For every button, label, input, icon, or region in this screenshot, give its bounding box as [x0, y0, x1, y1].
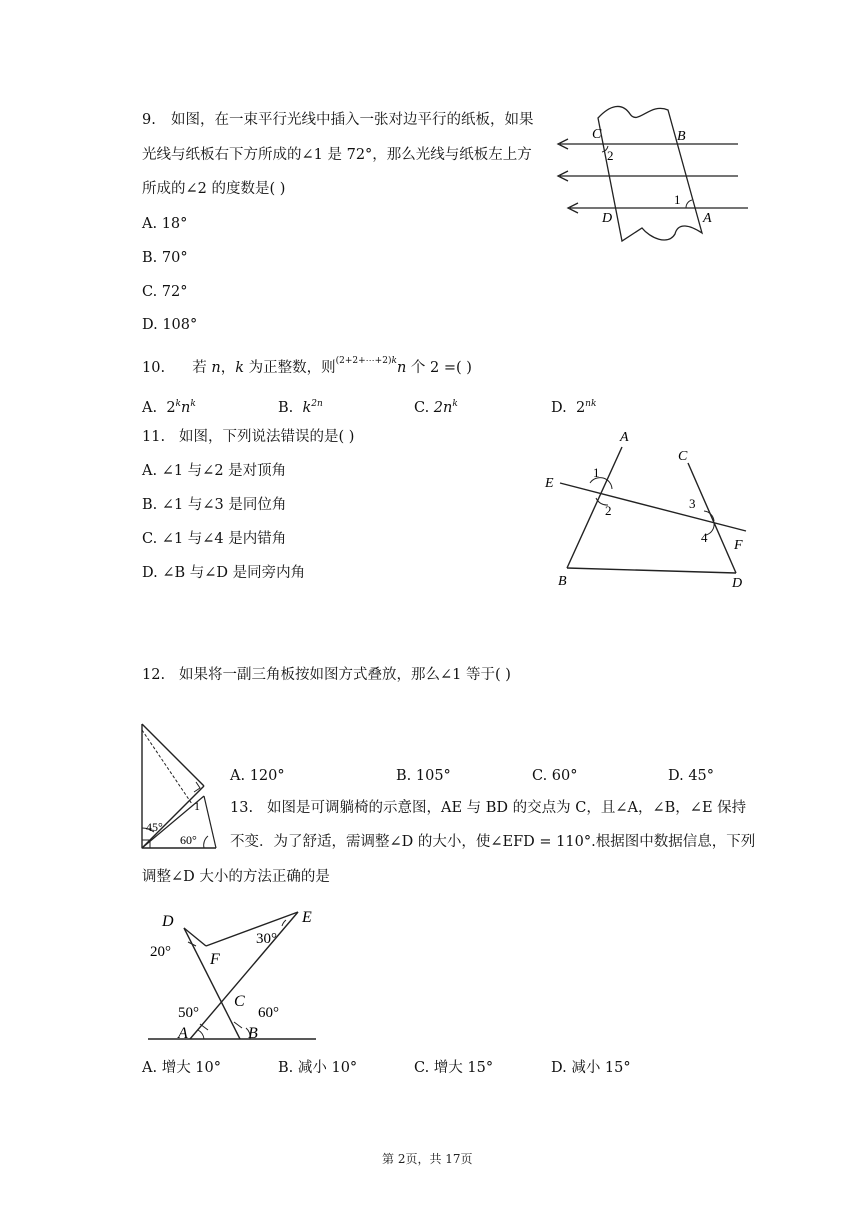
- q12-option-b: B. 105°: [396, 768, 451, 784]
- q9-option-b: B. 70°: [142, 250, 188, 266]
- q13-option-a: A. 增大 10°: [142, 1060, 221, 1076]
- q13-label-d: D: [162, 913, 174, 930]
- q12-angle-45: 45°: [146, 820, 163, 834]
- q9-option-d: D. 108°: [142, 317, 198, 333]
- q12-option-a: A. 120°: [230, 768, 285, 784]
- q13-angle-60: 60°: [258, 1005, 279, 1021]
- q13-option-b: B. 减小 10°: [278, 1060, 358, 1076]
- q9-line3: 所成的∠2 的度数是( ): [142, 181, 286, 197]
- q10-option-d: D. $2^{nk}$: [551, 399, 597, 416]
- q11-option-c: C. ∠1 与∠4 是内错角: [142, 531, 287, 547]
- q10-var-n2: n: [396, 359, 407, 376]
- q10-var-k: k: [235, 359, 245, 376]
- q10-pre: 若: [192, 359, 207, 376]
- q10-mid: 为正整数，则: [244, 359, 336, 376]
- q11-option-a: A. ∠1 与∠2 是对顶角: [142, 463, 287, 479]
- q12-angle-1: 1: [194, 799, 200, 813]
- q13-line1: 如图是可调躺椅的示意图，AE 与 BD 的交点为 C，且∠A，∠B，∠E 保持: [267, 800, 747, 816]
- q12-stem: 如果将一副三角板按如图方式叠放，那么∠1 等于( ): [179, 667, 511, 683]
- q11-figure: [540, 425, 755, 595]
- q9-option-c: C. 72°: [142, 284, 188, 300]
- q12-figure: [138, 720, 220, 852]
- q10-option-c: C. $2n^k$: [414, 399, 458, 416]
- q11-option-b: B. ∠1 与∠3 是同位角: [142, 497, 287, 513]
- q10-comma: ，: [220, 359, 236, 376]
- q9-line2: 光线与纸板右下方所成的∠1 是 72°，那么光线与纸板左上方: [142, 147, 532, 163]
- q12-number: 12.: [142, 667, 166, 683]
- q11-number: 11.: [142, 429, 166, 445]
- page-footer: 第 2页，共 17页: [382, 1152, 473, 1166]
- q10-number: 10.: [142, 359, 166, 376]
- q13-angle-20: 20°: [150, 944, 171, 960]
- q11-label-e: E: [545, 476, 554, 491]
- q13-label-e: E: [302, 909, 312, 926]
- q13-angle-30: 30°: [256, 931, 277, 947]
- q9-option-a: A. 18°: [142, 216, 188, 232]
- q10-exp: k: [391, 356, 397, 366]
- q11-angle-3: 3: [689, 496, 696, 511]
- q13-label-b: B: [248, 1025, 258, 1042]
- q11-label-d: D: [732, 576, 743, 591]
- q9-label-d: D: [602, 211, 613, 226]
- q13-label-a: A: [178, 1025, 188, 1042]
- q11-angle-4: 4: [701, 530, 708, 545]
- q11-stem: 如图，下列说法错误的是( ): [179, 429, 355, 445]
- q11-label-f: F: [734, 538, 743, 553]
- q10-var-n: n: [211, 359, 221, 376]
- q12-option-d: D. 45°: [668, 768, 715, 784]
- q12-angle-60: 60°: [180, 833, 197, 847]
- q9-label-b: B: [677, 129, 686, 144]
- q11-option-d: D. ∠B 与∠D 是同旁内角: [142, 565, 306, 581]
- q13-line3: 调整∠D 大小的方法正确的是: [142, 869, 330, 885]
- q13-number: 13.: [230, 800, 254, 816]
- q11-label-a: A: [620, 430, 629, 445]
- q13-label-f: F: [210, 951, 220, 968]
- q9-label-a: A: [703, 211, 712, 226]
- q13-option-d: D. 减小 15°: [551, 1060, 631, 1076]
- q10-option-a: A. $2^kn^k$: [142, 399, 196, 416]
- q10-post: 个 2 =( ): [406, 359, 472, 376]
- q10-option-b: B. $k^{2n}$: [278, 399, 323, 416]
- q13-line2: 不变．为了舒适，需调整∠D 的大小，使∠EFD = 110°.根据图中数据信息，下列: [230, 834, 756, 850]
- q9-line1: 如图，在一束平行光线中插入一张对边平行的纸板，如果: [171, 112, 534, 128]
- q11-angle-1: 1: [593, 465, 600, 480]
- q13-option-c: C. 增大 15°: [414, 1060, 494, 1076]
- q9-label-c: C: [592, 127, 602, 142]
- q12-option-c: C. 60°: [532, 768, 578, 784]
- q9-angle-1: 1: [674, 192, 681, 207]
- q13-angle-50: 50°: [178, 1005, 199, 1021]
- q9-angle-2: 2: [607, 148, 614, 163]
- q11-label-c: C: [678, 449, 688, 464]
- q11-angle-2: 2: [605, 503, 612, 518]
- q10-sum: (2+2+⋯+2): [335, 356, 392, 366]
- q9-figure: [550, 100, 750, 250]
- q13-label-c: C: [234, 993, 245, 1010]
- q11-label-b: B: [558, 574, 567, 589]
- q9-number: 9.: [142, 112, 156, 128]
- q13-figure: [140, 900, 320, 1045]
- q10-stem: [142, 349, 472, 383]
